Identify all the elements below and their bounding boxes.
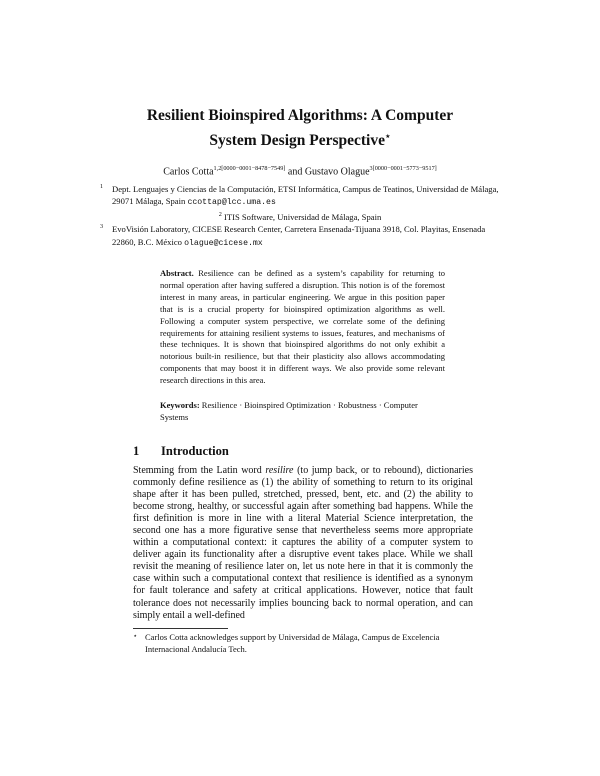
keywords <box>160 400 445 424</box>
footnote <box>133 632 473 655</box>
author-1-name: Carlos Cotta <box>163 166 214 178</box>
author-2-name: Gustavo Olague <box>304 166 370 178</box>
affiliation-3 <box>100 223 500 249</box>
author-1-orcid: 1,2[0000−0001−8478−7549] <box>213 165 286 172</box>
affiliation-2-number: 2 <box>218 211 222 219</box>
affiliation-1-number: 1 <box>100 183 104 190</box>
author-2-orcid: 3[0000−0001−5773−9517] <box>369 165 437 172</box>
affiliation-3-number: 3 <box>100 223 104 231</box>
section-title: Introduction <box>161 444 229 458</box>
author-list <box>60 162 540 179</box>
affiliation-3-email[interactable]: olague@cicese.mx <box>184 238 263 248</box>
section-number: 1 <box>133 444 140 458</box>
affiliation-3-text: EvoVisión Laboratory, CICESE Research Center, Carretera Ensenada-Tijuana 3918, Col. Playitas, Ensenada 22860, B.C. México <box>112 224 486 247</box>
abstract-text: Resilience can be defined as a system’s capability for returning to normal operation after having suffered a disruption. This notion is of the foremost interest in many areas, in particular engineering. We argue in this position paper that is is a crucial property for bioinspired optimization algorithms as well. Following a computer system perspective, we correlate some of the defining requirements for attaining resilient systems to issues, features, and mechanisms of these techniques. It is shown that bioinspired algorithms do not only exhibit a notorious built-in resilience, but that their plasticity also allows accommodating components that may boost it in different ways. We also provide some relevant research directions in this area. <box>160 268 446 386</box>
affiliation-2-text: ITIS Software, Universidad de Málaga, Spain <box>223 212 382 223</box>
keywords-text: Resilience · Bioinspired Optimization · Robustness · Computer Systems <box>160 400 418 422</box>
affiliation-1-email[interactable]: ccottap@lcc.uma.es <box>187 198 276 208</box>
keywords-label: Keywords: <box>160 400 200 410</box>
title-line-1: Resilient Bioinspired Algorithms: A Computer <box>146 107 454 124</box>
body-paragraph <box>133 465 473 622</box>
footnote-text: Carlos Cotta acknowledges support by Universidad de Málaga, Campus de Excelencia Internacional Andalucía Tech. <box>145 632 440 654</box>
paper-title <box>80 106 520 151</box>
body-text-start: Stemming from the Latin word <box>133 465 266 476</box>
affiliation-2 <box>100 209 500 223</box>
affiliation-1 <box>100 183 500 209</box>
section-heading <box>133 443 473 459</box>
body-italic-word: resilire <box>265 465 294 476</box>
author-and: and <box>287 166 303 178</box>
affiliation-1-text: Dept. Lenguajes y Ciencias de la Computación, ETSI Informática, Campus de Teatinos, Universidad de Málaga, 29071 Málaga, Spain <box>112 184 499 207</box>
footnote-divider <box>133 628 228 629</box>
affiliations <box>100 183 500 250</box>
footnote-mark: ⋆ <box>133 632 138 640</box>
title-footnote-mark: ⋆ <box>384 131 391 141</box>
abstract <box>160 268 445 387</box>
body-text-rest: (to jump back, or to rebound), dictionaries commonly define resilience as (1) the ability of something to return to its original shape after it has been pulled, stretched, pressed, bent, etc. and (2) the ability to become strong, healthy, or successful again after something bad happens. While the first definition is more in line with a literal Material Science interpretation, the second one has a more figurative sense that nevertheless seems more appropriate within a computational context: it captures the ability of a computer system to deliver again its functionality after a disruptive event takes place. While we shall revisit the meaning of resilience later on, let us note here in that it is commonly the case within such a computational context that resilience is identified as a synonym for fault tolerance and safety at critical applications. However, notice that fault tolerance does not necessarily implies bouncing back to normal operation, and can simply entail a well-defined <box>133 465 473 621</box>
title-line-2: System Design Perspective <box>209 132 385 150</box>
abstract-label: Abstract. <box>160 268 194 278</box>
